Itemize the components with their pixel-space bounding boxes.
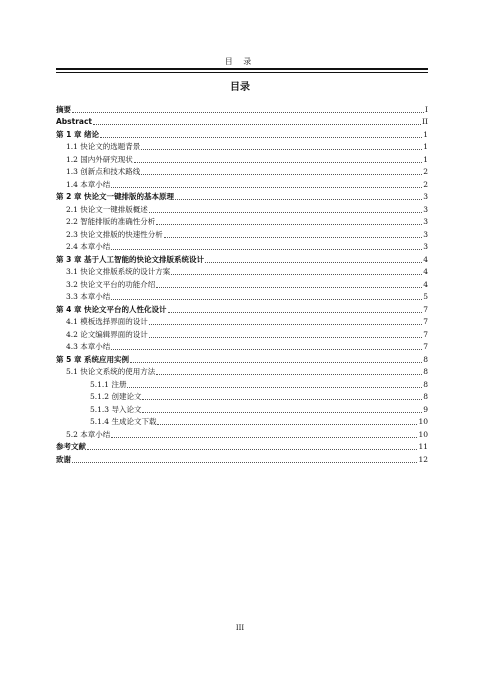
toc-entry-page: 8 — [423, 379, 428, 389]
toc-entry-page: 7 — [423, 317, 428, 326]
toc-dot-leader — [142, 412, 422, 413]
toc-entry-label: 5.1 快论文系统的使用方法 — [66, 367, 156, 376]
toc-dot-leader — [156, 287, 422, 288]
toc-entry[interactable] — [56, 390, 428, 403]
toc-entry-label: 5.2 本章小结 — [66, 429, 111, 439]
toc-entry-label: 1.2 国内外研究现状 — [66, 154, 133, 164]
toc-dot-leader — [72, 462, 417, 463]
toc-dot-leader — [72, 112, 424, 113]
toc-entry[interactable] — [56, 252, 428, 265]
toc-entry-page: 1 — [423, 154, 428, 164]
toc-entry[interactable] — [56, 315, 428, 328]
toc-dot-leader — [141, 149, 422, 150]
toc-entry-page: 3 — [423, 217, 428, 226]
toc-entry-label: 3.3 本章小结 — [66, 292, 111, 301]
toc-entry-page: 7 — [423, 304, 428, 314]
toc-entry-page: 10 — [418, 417, 428, 426]
toc-entry[interactable] — [56, 115, 428, 128]
toc-entry-page: 1 — [423, 142, 428, 151]
toc-entry[interactable] — [56, 202, 428, 215]
toc-dot-leader — [111, 249, 422, 250]
toc-entry-page: 12 — [418, 454, 428, 464]
toc-entry-label: 第 1 章 绪论 — [56, 129, 100, 139]
toc-entry-label: 第 2 章 快论文一键排版的基本原理 — [56, 192, 175, 201]
toc-dot-leader — [134, 162, 422, 163]
toc-dot-leader — [205, 262, 422, 263]
toc-entry[interactable] — [56, 240, 428, 253]
toc-entry-label: 5.1.4 生成论文下载 — [90, 417, 157, 426]
toc-entry[interactable] — [56, 277, 428, 290]
toc-entry-label: 5.1.3 导入论文 — [90, 404, 142, 414]
toc-entry[interactable] — [56, 152, 428, 165]
toc-entry-page: 9 — [423, 404, 428, 414]
toc-entry-label: 5.1.1 注册 — [90, 379, 127, 389]
toc-entry[interactable] — [56, 415, 428, 428]
toc-dot-leader — [142, 399, 422, 400]
toc-entry-page: 4 — [423, 267, 428, 276]
toc-entry-label: 2.3 快论文排版的快速性分析 — [66, 229, 163, 239]
toc-entry-label: 2.1 快论文一键排版概述 — [66, 204, 148, 214]
toc-entry-label: 1.1 快论文的选题背景 — [66, 142, 141, 151]
toc-entry-label: 1.4 本章小结 — [66, 179, 111, 189]
toc-entry-page: 10 — [418, 429, 428, 439]
toc-entry-label: Abstract — [56, 117, 93, 126]
toc-entry-page: 8 — [423, 367, 428, 376]
toc-entry-page: 8 — [423, 392, 428, 401]
toc-entry-label: 第 5 章 系统应用实例 — [56, 354, 130, 364]
toc-entry[interactable] — [56, 340, 428, 353]
toc-entry-label: 参考文献 — [56, 442, 86, 451]
toc-entry-page: I — [425, 104, 428, 114]
toc-entry-label: 第 4 章 快论文平台的人性化设计 — [56, 304, 167, 314]
toc-entry[interactable] — [56, 377, 428, 390]
toc-list — [56, 102, 428, 465]
toc-entry[interactable] — [56, 452, 428, 465]
header-rule-thin — [56, 72, 428, 73]
footer-page-number: III — [235, 624, 245, 632]
toc-title: 目录 — [230, 82, 250, 93]
toc-entry[interactable] — [56, 127, 428, 140]
toc-dot-leader — [141, 174, 422, 175]
toc-dot-leader — [156, 224, 422, 225]
header-rule-thick — [56, 68, 428, 70]
toc-entry[interactable] — [56, 140, 428, 153]
toc-entry[interactable] — [56, 177, 428, 190]
toc-entry[interactable] — [56, 165, 428, 178]
toc-entry-page: 7 — [423, 329, 428, 339]
toc-entry-label: 3.2 快论文平台的功能介绍 — [66, 279, 156, 289]
toc-entry[interactable] — [56, 290, 428, 303]
toc-entry-label: 4.3 本章小结 — [66, 342, 111, 351]
toc-entry-label: 第 3 章 基于人工智能的快论文排版系统设计 — [56, 254, 205, 264]
toc-dot-leader — [93, 124, 421, 125]
toc-entry-page: 3 — [423, 242, 428, 251]
toc-entry-label: 4.2 论文编辑界面的设计 — [66, 329, 148, 339]
toc-entry-label: 4.1 模板选择界面的设计 — [66, 317, 148, 326]
running-header: 目 录 — [224, 57, 256, 66]
toc-entry-label: 3.1 快论文排版系统的设计方案 — [66, 267, 171, 276]
toc-dot-leader — [149, 337, 422, 338]
toc-entry[interactable] — [56, 302, 428, 315]
toc-dot-leader — [111, 187, 422, 188]
toc-dot-leader — [149, 212, 422, 213]
toc-dot-leader — [111, 349, 422, 350]
toc-entry-page: 8 — [423, 354, 428, 364]
toc-entry[interactable] — [56, 440, 428, 453]
toc-dot-leader — [87, 449, 417, 450]
toc-entry-page: 7 — [423, 342, 428, 351]
toc-dot-leader — [168, 312, 423, 313]
toc-entry-page: 3 — [423, 229, 428, 239]
toc-dot-leader — [127, 387, 422, 388]
toc-dot-leader — [149, 324, 422, 325]
toc-entry[interactable] — [56, 190, 428, 203]
toc-entry-label: 摘要 — [56, 104, 71, 114]
toc-entry-page: 4 — [423, 254, 428, 264]
toc-entry[interactable] — [56, 215, 428, 228]
toc-entry-page: 1 — [423, 129, 428, 139]
toc-dot-leader — [156, 374, 422, 375]
toc-entry[interactable] — [56, 227, 428, 240]
toc-dot-leader — [157, 424, 417, 425]
toc-dot-leader — [164, 237, 422, 238]
toc-entry[interactable] — [56, 265, 428, 278]
toc-entry-page: 3 — [423, 192, 428, 201]
toc-entry[interactable] — [56, 427, 428, 440]
toc-entry-page: 2 — [423, 179, 428, 189]
toc-entry[interactable] — [56, 402, 428, 415]
toc-entry[interactable] — [56, 352, 428, 365]
toc-entry-label: 2.4 本章小结 — [66, 242, 111, 251]
toc-entry-label: 2.2 智能排版的准确性分析 — [66, 217, 156, 226]
toc-entry-label: 5.1.2 创建论文 — [90, 392, 142, 401]
toc-entry-page: 5 — [423, 292, 428, 301]
toc-dot-leader — [171, 274, 422, 275]
toc-entry[interactable] — [56, 365, 428, 378]
toc-entry-page: II — [422, 117, 428, 126]
toc-entry-page: 3 — [423, 204, 428, 214]
toc-dot-leader — [175, 199, 422, 200]
toc-entry-page: 2 — [423, 167, 428, 176]
toc-entry-page: 4 — [423, 279, 428, 289]
toc-entry-label: 1.3 创新点和技术路线 — [66, 167, 141, 176]
toc-entry[interactable] — [56, 102, 428, 115]
toc-entry-label: 致谢 — [56, 454, 71, 464]
toc-dot-leader — [130, 362, 422, 363]
toc-entry-page: 11 — [418, 442, 428, 451]
toc-dot-leader — [100, 137, 422, 138]
toc-entry[interactable] — [56, 327, 428, 340]
toc-dot-leader — [111, 299, 422, 300]
toc-dot-leader — [111, 437, 417, 438]
